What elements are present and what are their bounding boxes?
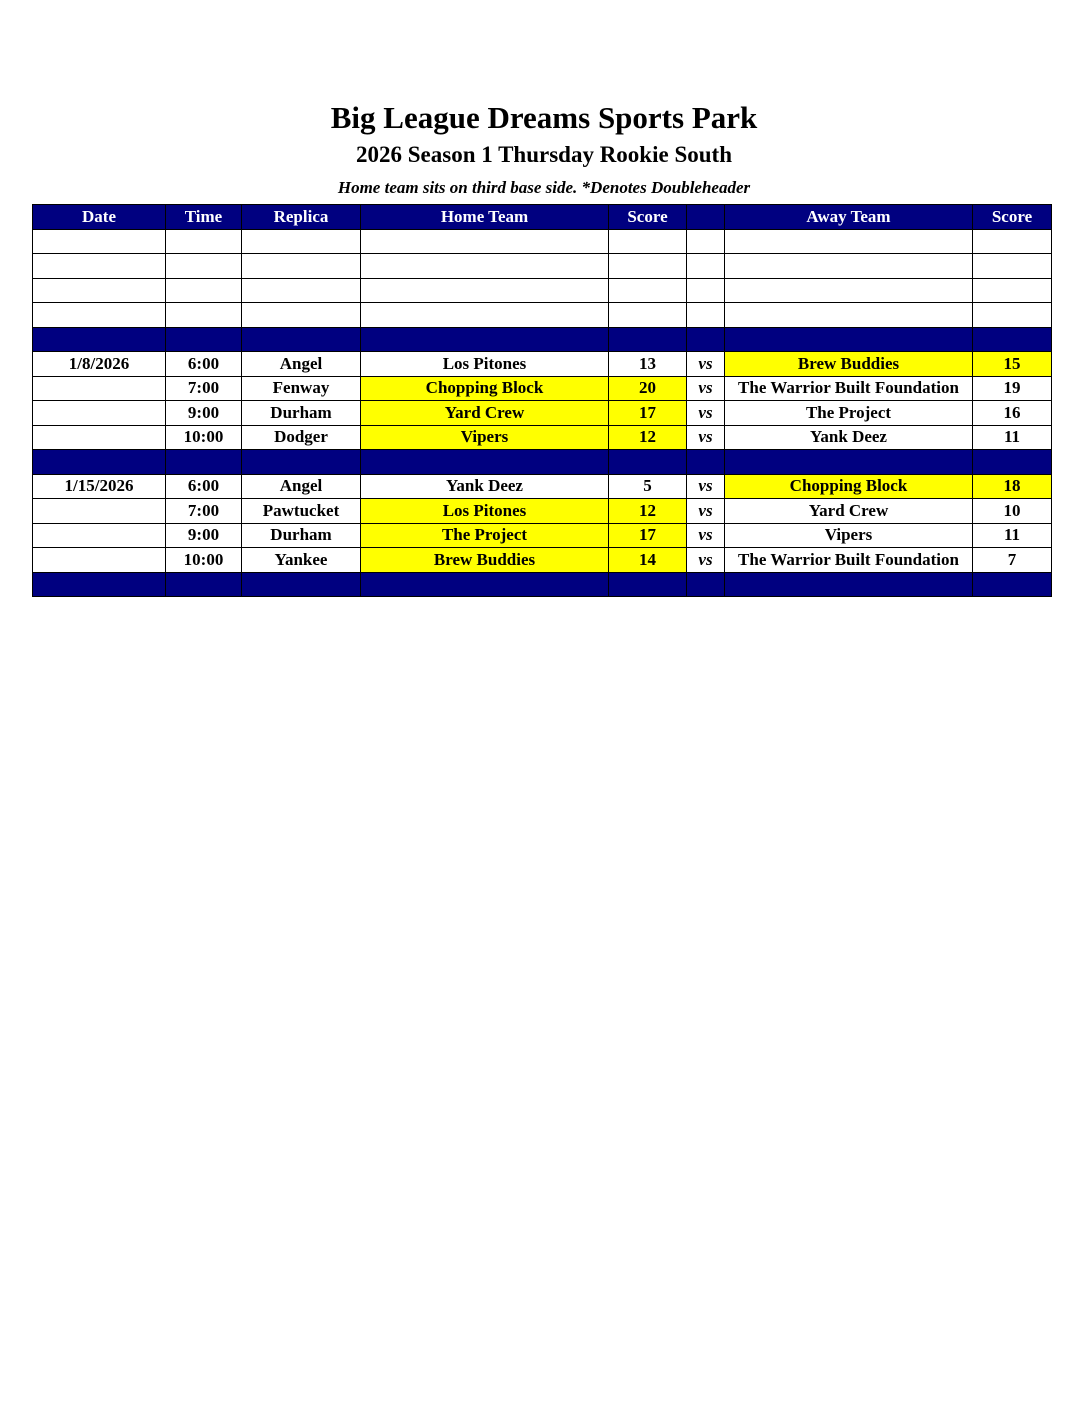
separator-row (33, 572, 1052, 597)
header-row (33, 205, 1052, 230)
home-team: Chopping Block (361, 376, 609, 401)
away-score: 11 (973, 425, 1052, 450)
page-subtitle: 2026 Season 1 Thursday Rookie South (356, 142, 732, 167)
game-date: 1/8/2026 (33, 352, 166, 377)
game-replica: Durham (242, 401, 361, 426)
vs-label: vs (687, 376, 725, 401)
game-replica: Angel (242, 352, 361, 377)
game-replica: Angel (242, 474, 361, 499)
column-header-time: Time (166, 205, 242, 230)
game-row (33, 352, 1052, 377)
game-date (33, 499, 166, 524)
away-team: Chopping Block (725, 474, 973, 499)
vs-label: vs (687, 548, 725, 573)
column-header-home-score: Score (609, 205, 687, 230)
home-team: Los Pitones (361, 352, 609, 377)
game-replica: Fenway (242, 376, 361, 401)
home-team: Yank Deez (361, 474, 609, 499)
column-header-vs (687, 205, 725, 230)
game-date (33, 425, 166, 450)
game-time: 10:00 (166, 425, 242, 450)
away-team: The Warrior Built Foundation (725, 376, 973, 401)
column-header-replica: Replica (242, 205, 361, 230)
game-replica: Durham (242, 523, 361, 548)
home-team: Vipers (361, 425, 609, 450)
away-score: 7 (973, 548, 1052, 573)
vs-label: vs (687, 401, 725, 426)
empty-row (33, 229, 1052, 254)
away-score: 18 (973, 474, 1052, 499)
game-time: 6:00 (166, 474, 242, 499)
column-header-away-team: Away Team (725, 205, 973, 230)
game-time: 9:00 (166, 523, 242, 548)
separator-row (33, 450, 1052, 475)
home-score: 14 (609, 548, 687, 573)
away-score: 19 (973, 376, 1052, 401)
game-row (33, 376, 1052, 401)
doubleheader-note: *Denotes Doubleheader (581, 178, 751, 197)
away-score: 11 (973, 523, 1052, 548)
game-row (33, 474, 1052, 499)
game-date (33, 523, 166, 548)
home-score: 13 (609, 352, 687, 377)
vs-label: vs (687, 425, 725, 450)
away-score: 10 (973, 499, 1052, 524)
game-time: 10:00 (166, 548, 242, 573)
game-date (33, 376, 166, 401)
away-team: Yank Deez (725, 425, 973, 450)
home-score: 17 (609, 401, 687, 426)
column-header-home-team: Home Team (361, 205, 609, 230)
vs-label: vs (687, 523, 725, 548)
home-team: The Project (361, 523, 609, 548)
game-date: 1/15/2026 (33, 474, 166, 499)
home-score: 12 (609, 499, 687, 524)
away-team: Brew Buddies (725, 352, 973, 377)
separator-row (33, 327, 1052, 352)
game-replica: Pawtucket (242, 499, 361, 524)
empty-row (33, 303, 1052, 328)
game-row (33, 523, 1052, 548)
away-team: The Warrior Built Foundation (725, 548, 973, 573)
game-replica: Dodger (242, 425, 361, 450)
game-replica: Yankee (242, 548, 361, 573)
home-team-note: Home team sits on third base side. (337, 178, 578, 197)
game-time: 7:00 (166, 499, 242, 524)
game-row (33, 499, 1052, 524)
home-score: 5 (609, 474, 687, 499)
empty-row (33, 254, 1052, 279)
home-team: Brew Buddies (361, 548, 609, 573)
game-date (33, 401, 166, 426)
away-team: Yard Crew (725, 499, 973, 524)
home-team: Los Pitones (361, 499, 609, 524)
game-date (33, 548, 166, 573)
game-time: 7:00 (166, 376, 242, 401)
game-row (33, 401, 1052, 426)
away-score: 15 (973, 352, 1052, 377)
empty-row (33, 278, 1052, 303)
home-score: 12 (609, 425, 687, 450)
home-team: Yard Crew (361, 401, 609, 426)
vs-label: vs (687, 499, 725, 524)
page-title: Big League Dreams Sports Park (330, 100, 758, 135)
schedule-note (0, 177, 1088, 199)
vs-label: vs (687, 352, 725, 377)
home-score: 17 (609, 523, 687, 548)
game-time: 9:00 (166, 401, 242, 426)
game-time: 6:00 (166, 352, 242, 377)
schedule-table (32, 204, 1052, 597)
away-team: Vipers (725, 523, 973, 548)
column-header-away-score: Score (973, 205, 1052, 230)
game-row (33, 548, 1052, 573)
away-team: The Project (725, 401, 973, 426)
column-header-date: Date (33, 205, 166, 230)
game-row (33, 425, 1052, 450)
vs-label: vs (687, 474, 725, 499)
away-score: 16 (973, 401, 1052, 426)
home-score: 20 (609, 376, 687, 401)
